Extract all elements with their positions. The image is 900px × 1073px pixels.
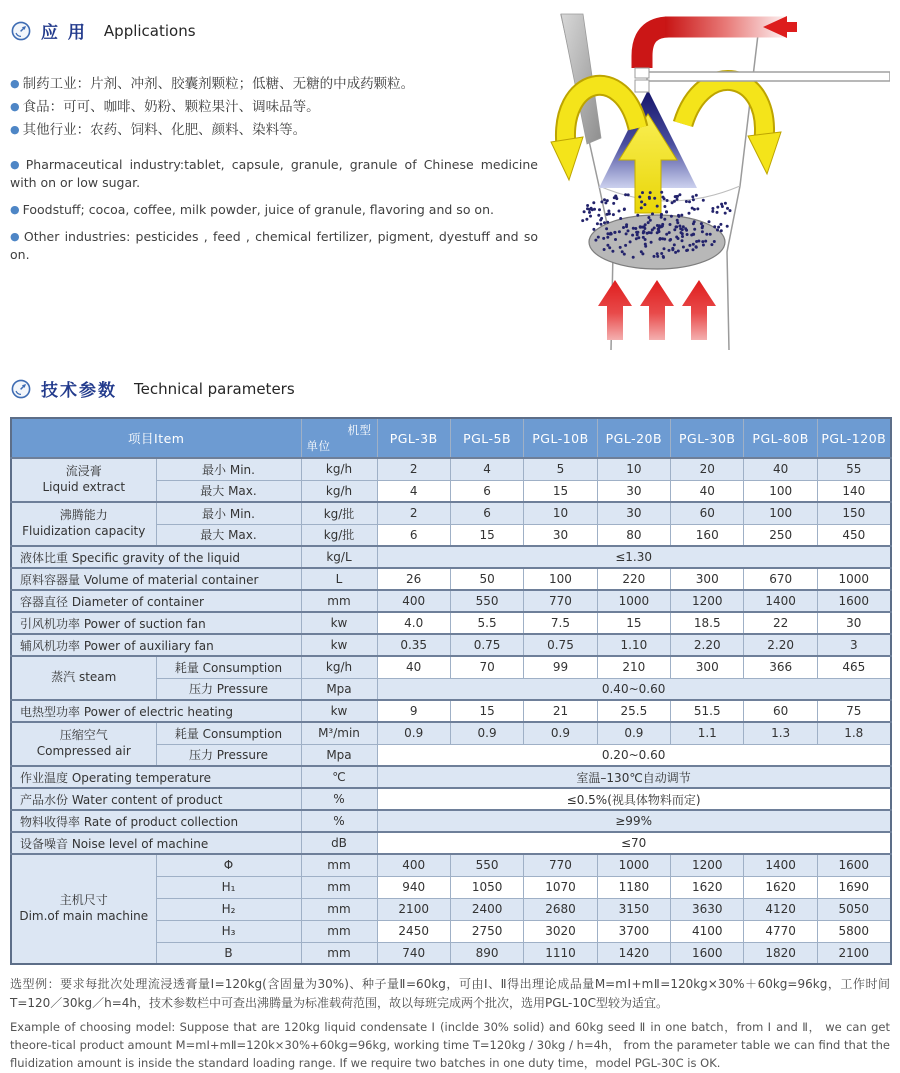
- value-cell: 99: [524, 656, 597, 678]
- column-header-model: PGL-10B: [524, 418, 597, 458]
- span-value-cell: ≤1.30: [377, 546, 891, 568]
- value-cell: 51.5: [671, 700, 744, 722]
- applications-section: [10, 10, 890, 362]
- bullet-icon: ●: [10, 157, 23, 171]
- value-cell: 550: [450, 590, 523, 612]
- table-row: [11, 656, 891, 678]
- value-cell: 30: [817, 612, 890, 634]
- column-header-model: PGL-3B: [377, 418, 450, 458]
- value-cell: 670: [744, 568, 817, 590]
- value-cell: 770: [524, 854, 597, 876]
- value-cell: 1200: [671, 854, 744, 876]
- value-cell: 2: [377, 458, 450, 480]
- value-cell: 40: [744, 458, 817, 480]
- value-cell: 0.9: [597, 722, 670, 744]
- span-value-cell: ≤0.5%(视具体物料而定): [377, 788, 891, 810]
- table-row: [11, 502, 891, 524]
- value-cell: 250: [744, 524, 817, 546]
- span-value-cell: ≤70: [377, 832, 891, 854]
- row-label: 液体比重 Specific gravity of the liquid: [11, 546, 301, 568]
- bullet-icon: ●: [10, 203, 20, 217]
- row-group-label: 主机尺寸 Dim.of main machine: [11, 854, 156, 964]
- row-sub-label: B: [156, 942, 301, 964]
- value-cell: 1.10: [597, 634, 670, 656]
- value-cell: 1690: [817, 876, 890, 898]
- row-label: 引风机功率 Power of suction fan: [11, 612, 301, 634]
- value-cell: 18.5: [671, 612, 744, 634]
- value-cell: 400: [377, 590, 450, 612]
- value-cell: 6: [450, 502, 523, 524]
- list-item: [10, 156, 538, 192]
- value-cell: 1600: [817, 590, 890, 612]
- value-cell: 1600: [817, 854, 890, 876]
- value-cell: 2: [377, 502, 450, 524]
- value-cell: 100: [744, 480, 817, 502]
- value-cell: 1400: [744, 590, 817, 612]
- unit-cell: Mpa: [301, 678, 377, 700]
- value-cell: 1000: [597, 590, 670, 612]
- value-cell: 150: [817, 502, 890, 524]
- column-header-model: PGL-20B: [597, 418, 670, 458]
- value-cell: 1420: [597, 942, 670, 964]
- value-cell: 1.3: [744, 722, 817, 744]
- value-cell: 220: [597, 568, 670, 590]
- value-cell: 30: [524, 524, 597, 546]
- value-cell: 4770: [744, 920, 817, 942]
- value-cell: 80: [597, 524, 670, 546]
- value-cell: 0.75: [524, 634, 597, 656]
- row-sub-label: H₃: [156, 920, 301, 942]
- row-label: 产品水份 Water content of product: [11, 788, 301, 810]
- value-cell: 5050: [817, 898, 890, 920]
- value-cell: 1620: [744, 876, 817, 898]
- list-item: [10, 228, 538, 264]
- value-cell: 4: [377, 480, 450, 502]
- span-value-cell: 0.20~0.60: [377, 744, 891, 766]
- bullet-icon: ●: [10, 77, 20, 90]
- value-cell: 1.8: [817, 722, 890, 744]
- value-cell: 25.5: [597, 700, 670, 722]
- value-cell: 60: [671, 502, 744, 524]
- unit-cell: ℃: [301, 766, 377, 788]
- value-cell: 2750: [450, 920, 523, 942]
- row-sub-label: H₂: [156, 898, 301, 920]
- value-cell: 1000: [597, 854, 670, 876]
- value-cell: 6: [377, 524, 450, 546]
- technical-heading: [10, 376, 890, 401]
- value-cell: 0.9: [524, 722, 597, 744]
- table-row: [11, 634, 891, 656]
- value-cell: 300: [671, 656, 744, 678]
- list-item: [10, 201, 538, 219]
- table-row: [11, 722, 891, 744]
- value-cell: 1070: [524, 876, 597, 898]
- unit-cell: kw: [301, 700, 377, 722]
- fluid-bed-diagram: [535, 10, 890, 355]
- unit-cell: kw: [301, 634, 377, 656]
- value-cell: 40: [671, 480, 744, 502]
- table-row: [11, 766, 891, 788]
- bullet-text: Other industries: pesticides , feed , chemical fertilizer, pigment, dyestuff and so on.: [10, 229, 538, 263]
- value-cell: 3150: [597, 898, 670, 920]
- column-header-model: PGL-80B: [744, 418, 817, 458]
- row-label: 原料容器量 Volume of material container: [11, 568, 301, 590]
- table-row: [11, 612, 891, 634]
- value-cell: 740: [377, 942, 450, 964]
- table-row: [11, 700, 891, 722]
- value-cell: 140: [817, 480, 890, 502]
- feed-pipe: [642, 16, 797, 68]
- value-cell: 10: [597, 458, 670, 480]
- row-label: 电热型功率 Power of electric heating: [11, 700, 301, 722]
- value-cell: 1600: [671, 942, 744, 964]
- value-cell: 2100: [817, 942, 890, 964]
- row-group-label: 蒸汽 steam: [11, 656, 156, 700]
- row-label: 辅风机功率 Power of auxiliary fan: [11, 634, 301, 656]
- value-cell: 550: [450, 854, 523, 876]
- table-row: [11, 458, 891, 480]
- corner-unit-label: 单位: [306, 439, 331, 453]
- column-header-model: PGL-120B: [817, 418, 890, 458]
- corner-model-label: 机型: [347, 423, 372, 437]
- row-sub-label: Φ: [156, 854, 301, 876]
- value-cell: 450: [817, 524, 890, 546]
- value-cell: 70: [450, 656, 523, 678]
- unit-cell: kg/L: [301, 546, 377, 568]
- value-cell: 1000: [817, 568, 890, 590]
- table-body: [11, 458, 891, 964]
- value-cell: 10: [524, 502, 597, 524]
- bullet-text: 其他行业：农药、饲料、化肥、颜料、染料等。: [22, 121, 307, 138]
- unit-cell: %: [301, 810, 377, 832]
- bullet-icon: ●: [10, 230, 21, 244]
- table-row: [11, 788, 891, 810]
- column-header-model: PGL-5B: [450, 418, 523, 458]
- table-row: [11, 832, 891, 854]
- circulation-arrow-right-icon: [683, 80, 781, 174]
- value-cell: 7.5: [524, 612, 597, 634]
- value-cell: 100: [524, 568, 597, 590]
- selection-notes: [10, 975, 890, 1073]
- bullet-icon: ●: [10, 122, 20, 136]
- bullet-text: Pharmaceutical industry:tablet, capsule, granule, granule of Chinese medicine with on or low sugar.: [10, 156, 538, 190]
- unit-cell: mm: [301, 876, 377, 898]
- technical-title-zh: 技术参数: [41, 381, 117, 401]
- value-cell: 5: [524, 458, 597, 480]
- value-cell: 20: [671, 458, 744, 480]
- bullet-text: 制药工业：片剂、冲剂、胶囊剂颗粒；低糖、无糖的中成药颗粒。: [22, 76, 415, 92]
- applications-list-en: [10, 156, 538, 265]
- value-cell: 50: [450, 568, 523, 590]
- value-cell: 15: [524, 480, 597, 502]
- value-cell: 1200: [671, 590, 744, 612]
- table-row: [11, 568, 891, 590]
- bullet-text: Foodstuff; cocoa, coffee, milk powder, juice of granule, flavoring and so on.: [22, 202, 494, 218]
- compass-arrow-icon: [10, 20, 32, 42]
- value-cell: 3: [817, 634, 890, 656]
- value-cell: 2680: [524, 898, 597, 920]
- value-cell: 40: [377, 656, 450, 678]
- vessel-seam: [599, 186, 740, 201]
- applications-title-en: Applications: [103, 21, 196, 40]
- unit-cell: Mpa: [301, 744, 377, 766]
- row-sub-label: 压力 Pressure: [156, 744, 301, 766]
- value-cell: 6: [450, 480, 523, 502]
- value-cell: 1820: [744, 942, 817, 964]
- value-cell: 3020: [524, 920, 597, 942]
- unit-cell: dB: [301, 832, 377, 854]
- bullet-text: 食品：可可、咖啡、奶粉、颗粒果汁、调味品等。: [22, 98, 320, 115]
- value-cell: 100: [744, 502, 817, 524]
- value-cell: 21: [524, 700, 597, 722]
- value-cell: 210: [597, 656, 670, 678]
- technical-section: [10, 376, 890, 965]
- unit-cell: kg/批: [301, 524, 377, 546]
- row-sub-label: 最大 Max.: [156, 480, 301, 502]
- span-value-cell: 室温–130℃自动调节: [377, 766, 891, 788]
- note-zh: 选型例：要求每批次处理流浸透膏量Ⅰ=120kg(含固量为30%)、种子量Ⅱ=60kg，可由Ⅰ、Ⅱ得出理论成品量M=mⅠ+mⅡ=120kg×30%＋60kg=96kg，工作时间T=120／30kg／h=4h，技术参数栏中可查出沸腾量为标准载荷范围，故以每班完成两个批次，选用PGL-10C型较为适宜。: [10, 977, 890, 1011]
- compass-arrow-icon: [10, 378, 32, 400]
- value-cell: 2100: [377, 898, 450, 920]
- value-cell: 30: [597, 502, 670, 524]
- span-value-cell: 0.40~0.60: [377, 678, 891, 700]
- value-cell: 4100: [671, 920, 744, 942]
- table-row: [11, 590, 891, 612]
- applications-title-zh: 应 用: [41, 23, 87, 43]
- technical-title-en: Technical parameters: [134, 379, 295, 398]
- value-cell: 60: [744, 700, 817, 722]
- unit-cell: kg/h: [301, 458, 377, 480]
- column-header-item: 项目Item: [11, 418, 301, 458]
- value-cell: 0.9: [450, 722, 523, 744]
- unit-cell: mm: [301, 854, 377, 876]
- unit-cell: kg/h: [301, 656, 377, 678]
- table-row: [11, 810, 891, 832]
- value-cell: 1620: [671, 876, 744, 898]
- row-sub-label: 耗量 Consumption: [156, 722, 301, 744]
- note-en: Example of choosing model: Suppose that are 120kg liquid condensate Ⅰ (inclde 30% solid) and 60kg seed Ⅱ in one batch，from Ⅰ and Ⅱ， we can get theore-tical product amount M=mⅠ+mⅡ=120k×30%+60kg=96kg, working time T=120kg / 30kg / h=4h， from the parameter table we can find that the fluidization amount is inside the standard loading range. If we require two batches in one duty time，model PGL-30C is OK.: [10, 1020, 890, 1070]
- value-cell: 15: [597, 612, 670, 634]
- value-cell: 3700: [597, 920, 670, 942]
- value-cell: 3630: [671, 898, 744, 920]
- list-item: [10, 119, 538, 142]
- row-group-label: 沸腾能力 Fluidization capacity: [11, 502, 156, 546]
- unit-cell: kw: [301, 612, 377, 634]
- unit-cell: mm: [301, 590, 377, 612]
- list-item: [10, 73, 538, 96]
- value-cell: 9: [377, 700, 450, 722]
- row-sub-label: 压力 Pressure: [156, 678, 301, 700]
- value-cell: 2.20: [671, 634, 744, 656]
- column-header-unit-model: [301, 418, 377, 458]
- row-group-label: 流浸膏 Liquid extract: [11, 458, 156, 502]
- value-cell: 2.20: [744, 634, 817, 656]
- unit-cell: kg/h: [301, 480, 377, 502]
- value-cell: 0.9: [377, 722, 450, 744]
- applications-text-column: [10, 10, 538, 264]
- row-label: 容器直径 Diameter of container: [11, 590, 301, 612]
- value-cell: 5.5: [450, 612, 523, 634]
- column-header-model: PGL-30B: [671, 418, 744, 458]
- value-cell: 2400: [450, 898, 523, 920]
- row-sub-label: 耗量 Consumption: [156, 656, 301, 678]
- list-item: [10, 96, 538, 119]
- spray-nozzle: [635, 68, 649, 92]
- row-label: 物料收得率 Rate of product collection: [11, 810, 301, 832]
- value-cell: 4: [450, 458, 523, 480]
- value-cell: 55: [817, 458, 890, 480]
- value-cell: 15: [450, 700, 523, 722]
- value-cell: 0.75: [450, 634, 523, 656]
- value-cell: 890: [450, 942, 523, 964]
- value-cell: 400: [377, 854, 450, 876]
- value-cell: 1110: [524, 942, 597, 964]
- row-sub-label: H₁: [156, 876, 301, 898]
- unit-cell: %: [301, 788, 377, 810]
- value-cell: 465: [817, 656, 890, 678]
- unit-cell: kg/批: [301, 502, 377, 524]
- applications-list-zh: [10, 73, 538, 142]
- value-cell: 30: [597, 480, 670, 502]
- row-sub-label: 最小 Min.: [156, 458, 301, 480]
- unit-cell: mm: [301, 942, 377, 964]
- span-value-cell: ≥99%: [377, 810, 891, 832]
- table-row: [11, 546, 891, 568]
- applications-heading: [10, 18, 538, 43]
- unit-cell: mm: [301, 898, 377, 920]
- row-sub-label: 最小 Min.: [156, 502, 301, 524]
- value-cell: 2450: [377, 920, 450, 942]
- hot-air-arrows-icon: [598, 280, 716, 340]
- value-cell: 1.1: [671, 722, 744, 744]
- unit-cell: M³/min: [301, 722, 377, 744]
- value-cell: 300: [671, 568, 744, 590]
- value-cell: 4.0: [377, 612, 450, 634]
- value-cell: 1050: [450, 876, 523, 898]
- row-sub-label: 最大 Max.: [156, 524, 301, 546]
- value-cell: 1400: [744, 854, 817, 876]
- value-cell: 5800: [817, 920, 890, 942]
- value-cell: 160: [671, 524, 744, 546]
- row-label: 设备噪音 Noise level of machine: [11, 832, 301, 854]
- value-cell: 22: [744, 612, 817, 634]
- value-cell: 26: [377, 568, 450, 590]
- value-cell: 940: [377, 876, 450, 898]
- value-cell: 15: [450, 524, 523, 546]
- row-group-label: 压缩空气 Compressed air: [11, 722, 156, 766]
- value-cell: 366: [744, 656, 817, 678]
- bullet-icon: ●: [10, 99, 20, 113]
- unit-cell: mm: [301, 920, 377, 942]
- value-cell: 75: [817, 700, 890, 722]
- support-rail: [647, 72, 890, 81]
- value-cell: 1180: [597, 876, 670, 898]
- table-header-row: [11, 418, 891, 458]
- row-label: 作业温度 Operating temperature: [11, 766, 301, 788]
- value-cell: 0.35: [377, 634, 450, 656]
- value-cell: 770: [524, 590, 597, 612]
- unit-cell: L: [301, 568, 377, 590]
- table-row: [11, 854, 891, 876]
- value-cell: 4120: [744, 898, 817, 920]
- tech-table: [10, 417, 892, 965]
